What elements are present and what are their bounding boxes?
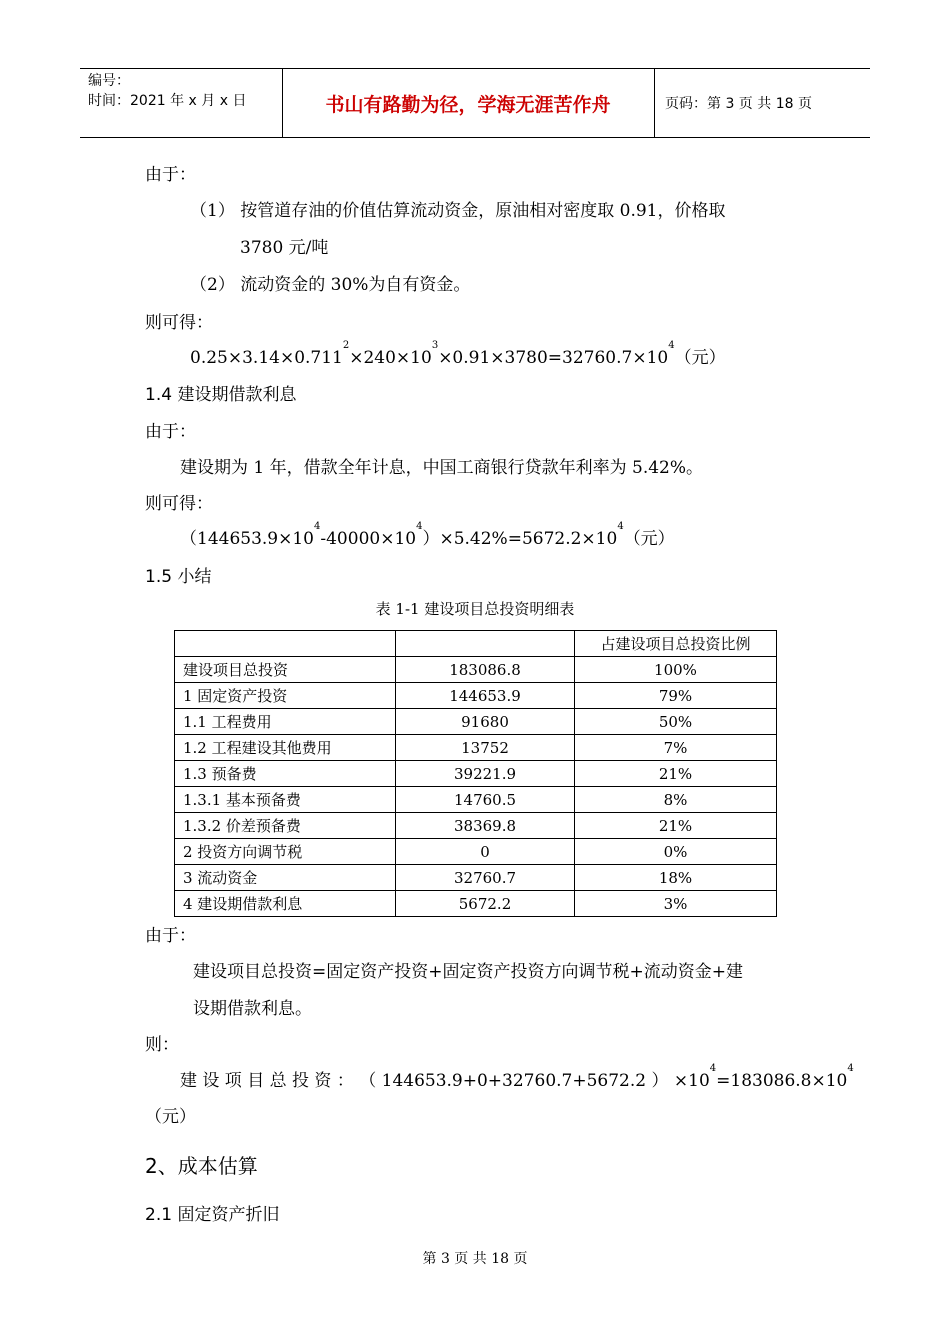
table-caption: 表 1-1 建设项目总投资明细表 <box>375 600 575 618</box>
text-then: 则： <box>145 1035 179 1055</box>
formula-3-unit: （元） <box>145 1107 196 1127</box>
table-cell: 4 建设期借款利息 <box>175 891 396 917</box>
investment-table <box>174 630 777 917</box>
table-cell: 14760.5 <box>396 787 575 813</box>
section-1-4: 1.4 建设期借款利息 <box>145 385 297 405</box>
table-header-cell: 占建设项目总投资比例 <box>575 631 777 657</box>
table-cell: 0% <box>575 839 777 865</box>
text-thus-2: 则可得： <box>145 494 213 514</box>
text-total-definition-cont: 设期借款利息。 <box>193 999 312 1019</box>
table-header-row <box>175 631 777 657</box>
text-because-3: 由于： <box>145 926 196 946</box>
table-header-cell <box>396 631 575 657</box>
table-row <box>175 787 777 813</box>
table-cell: 5672.2 <box>396 891 575 917</box>
table-cell: 32760.7 <box>396 865 575 891</box>
table-row <box>175 813 777 839</box>
table-row <box>175 709 777 735</box>
table-cell: 建设项目总投资 <box>175 657 396 683</box>
text-because-2: 由于： <box>145 422 196 442</box>
table-cell: 3 流动资金 <box>175 865 396 891</box>
table-cell: 39221.9 <box>396 761 575 787</box>
table-row <box>175 839 777 865</box>
table-cell: 91680 <box>396 709 575 735</box>
header-motto: 书山有路勤为径，学海无涯苦作舟 <box>282 69 655 137</box>
header-time: 时间：2021 年 x 月 x 日 <box>88 93 247 109</box>
table-cell: 7% <box>575 735 777 761</box>
table-cell: 1.2 工程建设其他费用 <box>175 735 396 761</box>
table-cell: 1 固定资产投资 <box>175 683 396 709</box>
table-cell: 21% <box>575 813 777 839</box>
table-row <box>175 865 777 891</box>
table-cell: 1.3.1 基本预备费 <box>175 787 396 813</box>
table-cell: 13752 <box>396 735 575 761</box>
table-cell: 0 <box>396 839 575 865</box>
table-row <box>175 735 777 761</box>
formula-1: $0.25\times 3.14\times 0.711^2\times 240\times 10^3\times 0.91\times 3780=32760.7\times 10^4$（元） <box>190 340 726 368</box>
table-cell: 21% <box>575 761 777 787</box>
page-footer: 第 3 页 共 18 页 <box>422 1251 528 1267</box>
table-row <box>175 657 777 683</box>
header-meta <box>80 69 283 137</box>
table-cell: 2 投资方向调节税 <box>175 839 396 865</box>
table-cell: 183086.8 <box>396 657 575 683</box>
section-2: 2、成本估算 <box>145 1154 258 1178</box>
page-header <box>80 68 870 138</box>
formula-3: 建 设 项 目 总 投 资 ： （ 144653.9+0+32760.7+5672.2 ） $\times 10^4=183086.8\times 10^4$ <box>180 1063 854 1091</box>
section-2-1: 2.1 固定资产折旧 <box>145 1205 280 1225</box>
item-1: （1） 按管道存油的价值估算流动资金，原油相对密度取 0.91，价格取 <box>190 201 726 221</box>
table-cell: 79% <box>575 683 777 709</box>
table-cell: 38369.8 <box>396 813 575 839</box>
table-cell: 8% <box>575 787 777 813</box>
item-2: （2） 流动资金的 30%为自有资金。 <box>190 275 471 295</box>
text-because-1: 由于： <box>145 165 196 185</box>
table-cell: 1.3 预备费 <box>175 761 396 787</box>
table-cell: 1.1 工程费用 <box>175 709 396 735</box>
item-1-cont: 3780 元/吨 <box>240 238 329 258</box>
table-cell: 144653.9 <box>396 683 575 709</box>
table-cell: 3% <box>575 891 777 917</box>
header-number: 编号： <box>88 73 130 89</box>
table-row <box>175 683 777 709</box>
text-construction-period: 建设期为 1 年，借款全年计息，中国工商银行贷款年利率为 5.42%。 <box>180 458 704 478</box>
formula-2: $(144653.9\times 10^4-40000\times 10^4)\times 5.42\%=5672.2\times 10^4$（元） <box>180 521 675 549</box>
table-cell: 100% <box>575 657 777 683</box>
table-header-cell <box>175 631 396 657</box>
text-thus-1: 则可得： <box>145 313 213 333</box>
text-total-definition: 建设项目总投资=固定资产投资+固定资产投资方向调节税+流动资金+建 <box>193 962 743 982</box>
table-row <box>175 761 777 787</box>
table-cell: 18% <box>575 865 777 891</box>
table-row <box>175 891 777 917</box>
header-page: 页码：第 3 页 共 18 页 <box>665 96 812 112</box>
table-cell: 1.3.2 价差预备费 <box>175 813 396 839</box>
section-1-5: 1.5 小结 <box>145 567 212 587</box>
table-cell: 50% <box>575 709 777 735</box>
